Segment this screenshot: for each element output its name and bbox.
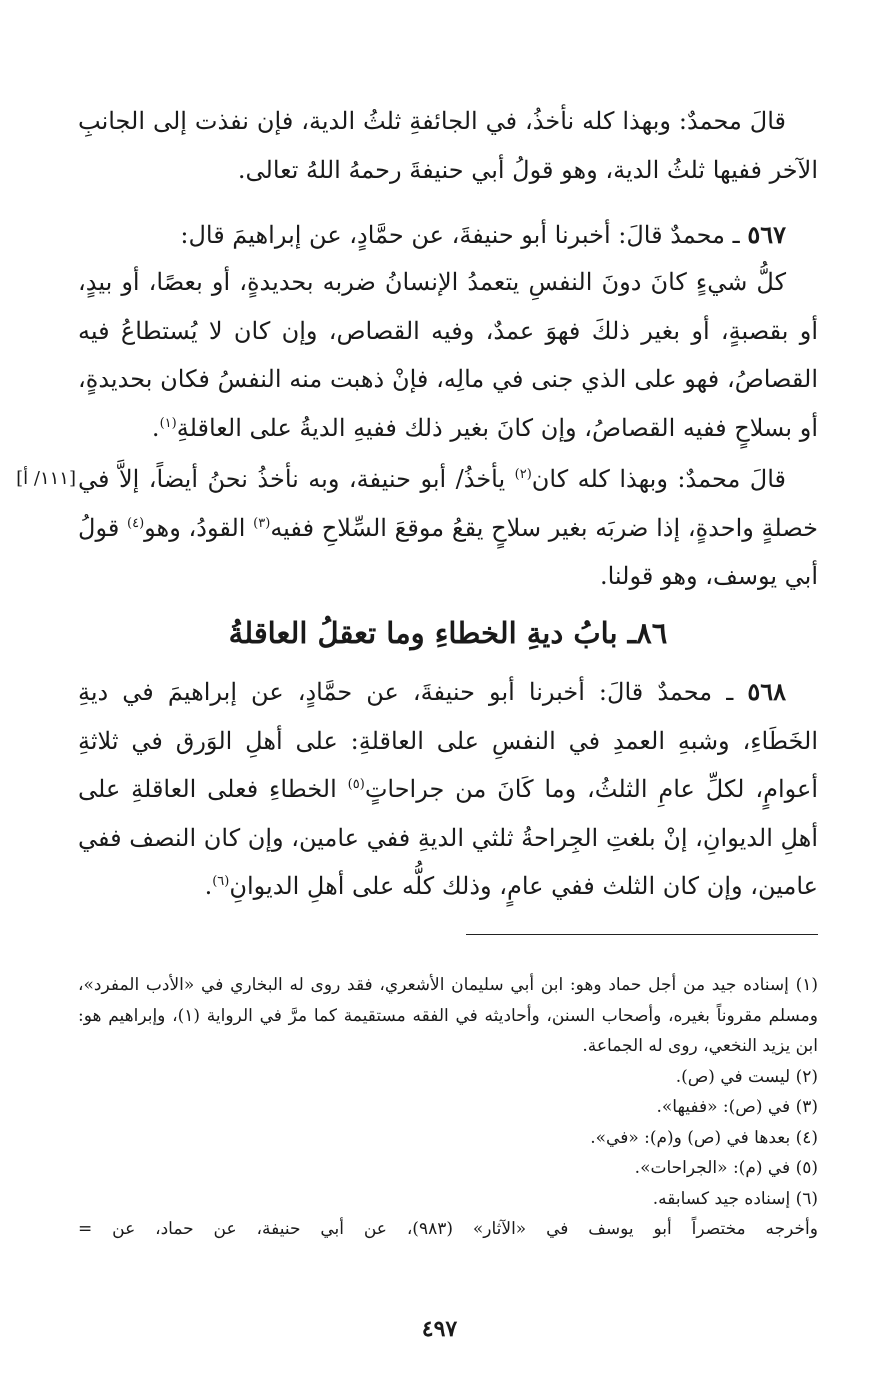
footnote-2: (٢) ليست في (ص).: [675, 1066, 818, 1087]
narration-568: ٥٦٨ ـ محمدٌ قالَ: أخبرنا أبو حنيفةَ، عن حمَّادٍ، عن إبراهيمَ في ديةِ الخَطَاءِ، وشبهِ العمدِ في النفسِ على العاقلةِ: على أهلِ الوَرق في ثلاثةِ أعوامٍ، لكلِّ عامِ الثلثُ، وما كَانَ من جراحاتٍ$^{(٥)}$ الخطاءِ فعلى العاقلةِ على أهلِ الديوانِ، إنْ بلغتِ الجِراحةُ ثلثي الديةِ ففي عامين، وإن كان النصف ففي عامين، وإن كان الثلث ففي عامٍ، وذلك كلُّه على أهلِ الديوانِ$^{(٦)}$.: [78, 677, 819, 900]
paragraph-text: يأخذُ/ أبو حنيفة، وبه نأخذُ نحنُ أيضاً، إلاَّ في خصلةٍ واحدةٍ، إذا ضربَه بغير سلاحٍ يقعُ موقعَ السِّلاحِ ففيه: [78, 465, 818, 542]
footnote-marker: (٥): [347, 777, 365, 792]
narration-number: ٥٦٧: [747, 220, 786, 249]
paragraph-text: ـ محمدٌ قالَ: أخبرنا أبو حنيفةَ، عن حمَّادٍ، عن إبراهيمَ في ديةِ الخَطَاءِ، وشبهِ العمدِ في النفسِ على العاقلةِ: على أهلِ الوَرق في ثلاثةِ أعوامٍ، لكلِّ عامِ الثلثُ، وما كَانَ من جراحاتٍ: [78, 678, 819, 803]
paragraph-text: قالَ محمدٌ: وبهذا كله نأخذُ، في الجائفةِ ثلثُ الدية، فإن نفذت إلى الجانبِ الآخر ففيها ثلثُ الدية، وهو قولُ أبي حنيفةَ رحمهُ اللهُ تعالى.: [78, 107, 818, 184]
paragraph-text: قالَ محمدٌ: وبهذا كله كان: [531, 465, 786, 493]
footnote-marker: (١): [159, 415, 177, 431]
paragraph-text: قولُ أبي يوسف، وهو قولنا.: [78, 513, 818, 590]
paragraph-text: ـ محمدٌ قالَ: أخبرنا أبو حنيفةَ، عن حمَّادٍ، عن إبراهيمَ قال:: [180, 221, 740, 249]
manuscript-folio-reference: [١١١/ أ]: [16, 468, 76, 489]
chapter-heading: ٨٦ـ بابُ ديةِ الخطاءِ وما تعقلُ العاقلةُ: [228, 616, 668, 650]
footnote-5: (٥) في (م): «الجراحات».: [634, 1158, 818, 1178]
paragraph-text: الخطاءِ فعلى العاقلةِ على أهلِ الديوانِ، إنْ بلغتِ الجِراحةُ ثلثي الديةِ ففي عامين، وإن كان النصف ففي عامين، وإن كان الثلث ففي عامٍ، وذلك كلُّه على أهلِ الديوانِ: [78, 775, 818, 900]
footnote-1: (١) إسناده جيد من أجل حماد وهو: ابن أبي سليمان الأشعري، فقد روى له البخاري في «الأدب المفرد»، ومسلم مقروناً بغيره، وأصحاب السنن، وأحاديثه في الفقه مستقيمة كما مرَّ في الرواية (١)، وإبراهيم هو: ابن يزيد النخعي، روى له الجماعة.: [78, 975, 819, 1056]
footnote-marker: (٦): [212, 874, 230, 889]
paragraph-text: كلُّ شيءٍ كانَ دونَ النفسِ يتعمدُ الإنسانُ ضربه بحديدةٍ، أو بعصًا، أو بيدٍ، أو بقصبةٍ، أو بغير ذلكَ فهوَ عمدٌ، وفيه القصاص، وإن كان لا يُستطاعُ فيه القصاصُ، فهو على الذي جنى في مالِه، فإنْ ذهبت منه النفسُ فكان بحديدةٍ، أو بسلاحٍ ففيه القصاصُ، وإن كانَ بغير ذلك ففيهِ الديةُ على العاقلةِ: [78, 268, 818, 442]
footnote-6-continuation: وأخرجه مختصراً أبو يوسف في «الآثار» (٩٨٣)، عن أبي حنيفة، عن حماد، عن =: [78, 1219, 818, 1239]
footnote-6: (٦) إسناده جيد كسابقه.: [652, 1188, 818, 1209]
footnote-separator: [466, 934, 818, 935]
footnote-4: (٤) بعدها في (ص) و(م): «في».: [590, 1127, 818, 1148]
paragraph-opinion-jaifa: [78, 97, 818, 194]
footnotes-section: [78, 970, 818, 1245]
paragraph-muhammad-opinion: [78, 455, 818, 601]
narration-567-isnad: [78, 211, 818, 260]
footnote-marker: (٢): [514, 467, 532, 482]
footnote-marker: (٤): [127, 515, 145, 531]
footnote-marker: (٣): [253, 515, 271, 531]
narration-number: ٥٦٨: [747, 677, 786, 706]
footnote-3: (٣) في (ص): «ففيها».: [656, 1097, 818, 1117]
paragraph-text: القودُ، وهو: [144, 513, 254, 542]
narration-567-body: كلُّ شيءٍ كانَ دونَ النفسِ يتعمدُ الإنسانُ ضربه بحديدةٍ، أو بعصًا، أو بيدٍ، أو بقصبةٍ، أو بغير ذلكَ فهوَ عمدٌ، وفيه القصاص، وإن كان لا يُستطاعُ فيه القصاصُ، فهو على الذي جنى في مالِه، فإنْ ذهبت منه النفسُ فكان بحديدةٍ، أو بسلاحٍ ففيه القصاصُ، وإن كانَ بغير ذلك ففيهِ الديةُ على العاقلةِ$^{(١)}$.: [78, 268, 818, 442]
page-number: ٤٩٧: [421, 1316, 458, 1342]
